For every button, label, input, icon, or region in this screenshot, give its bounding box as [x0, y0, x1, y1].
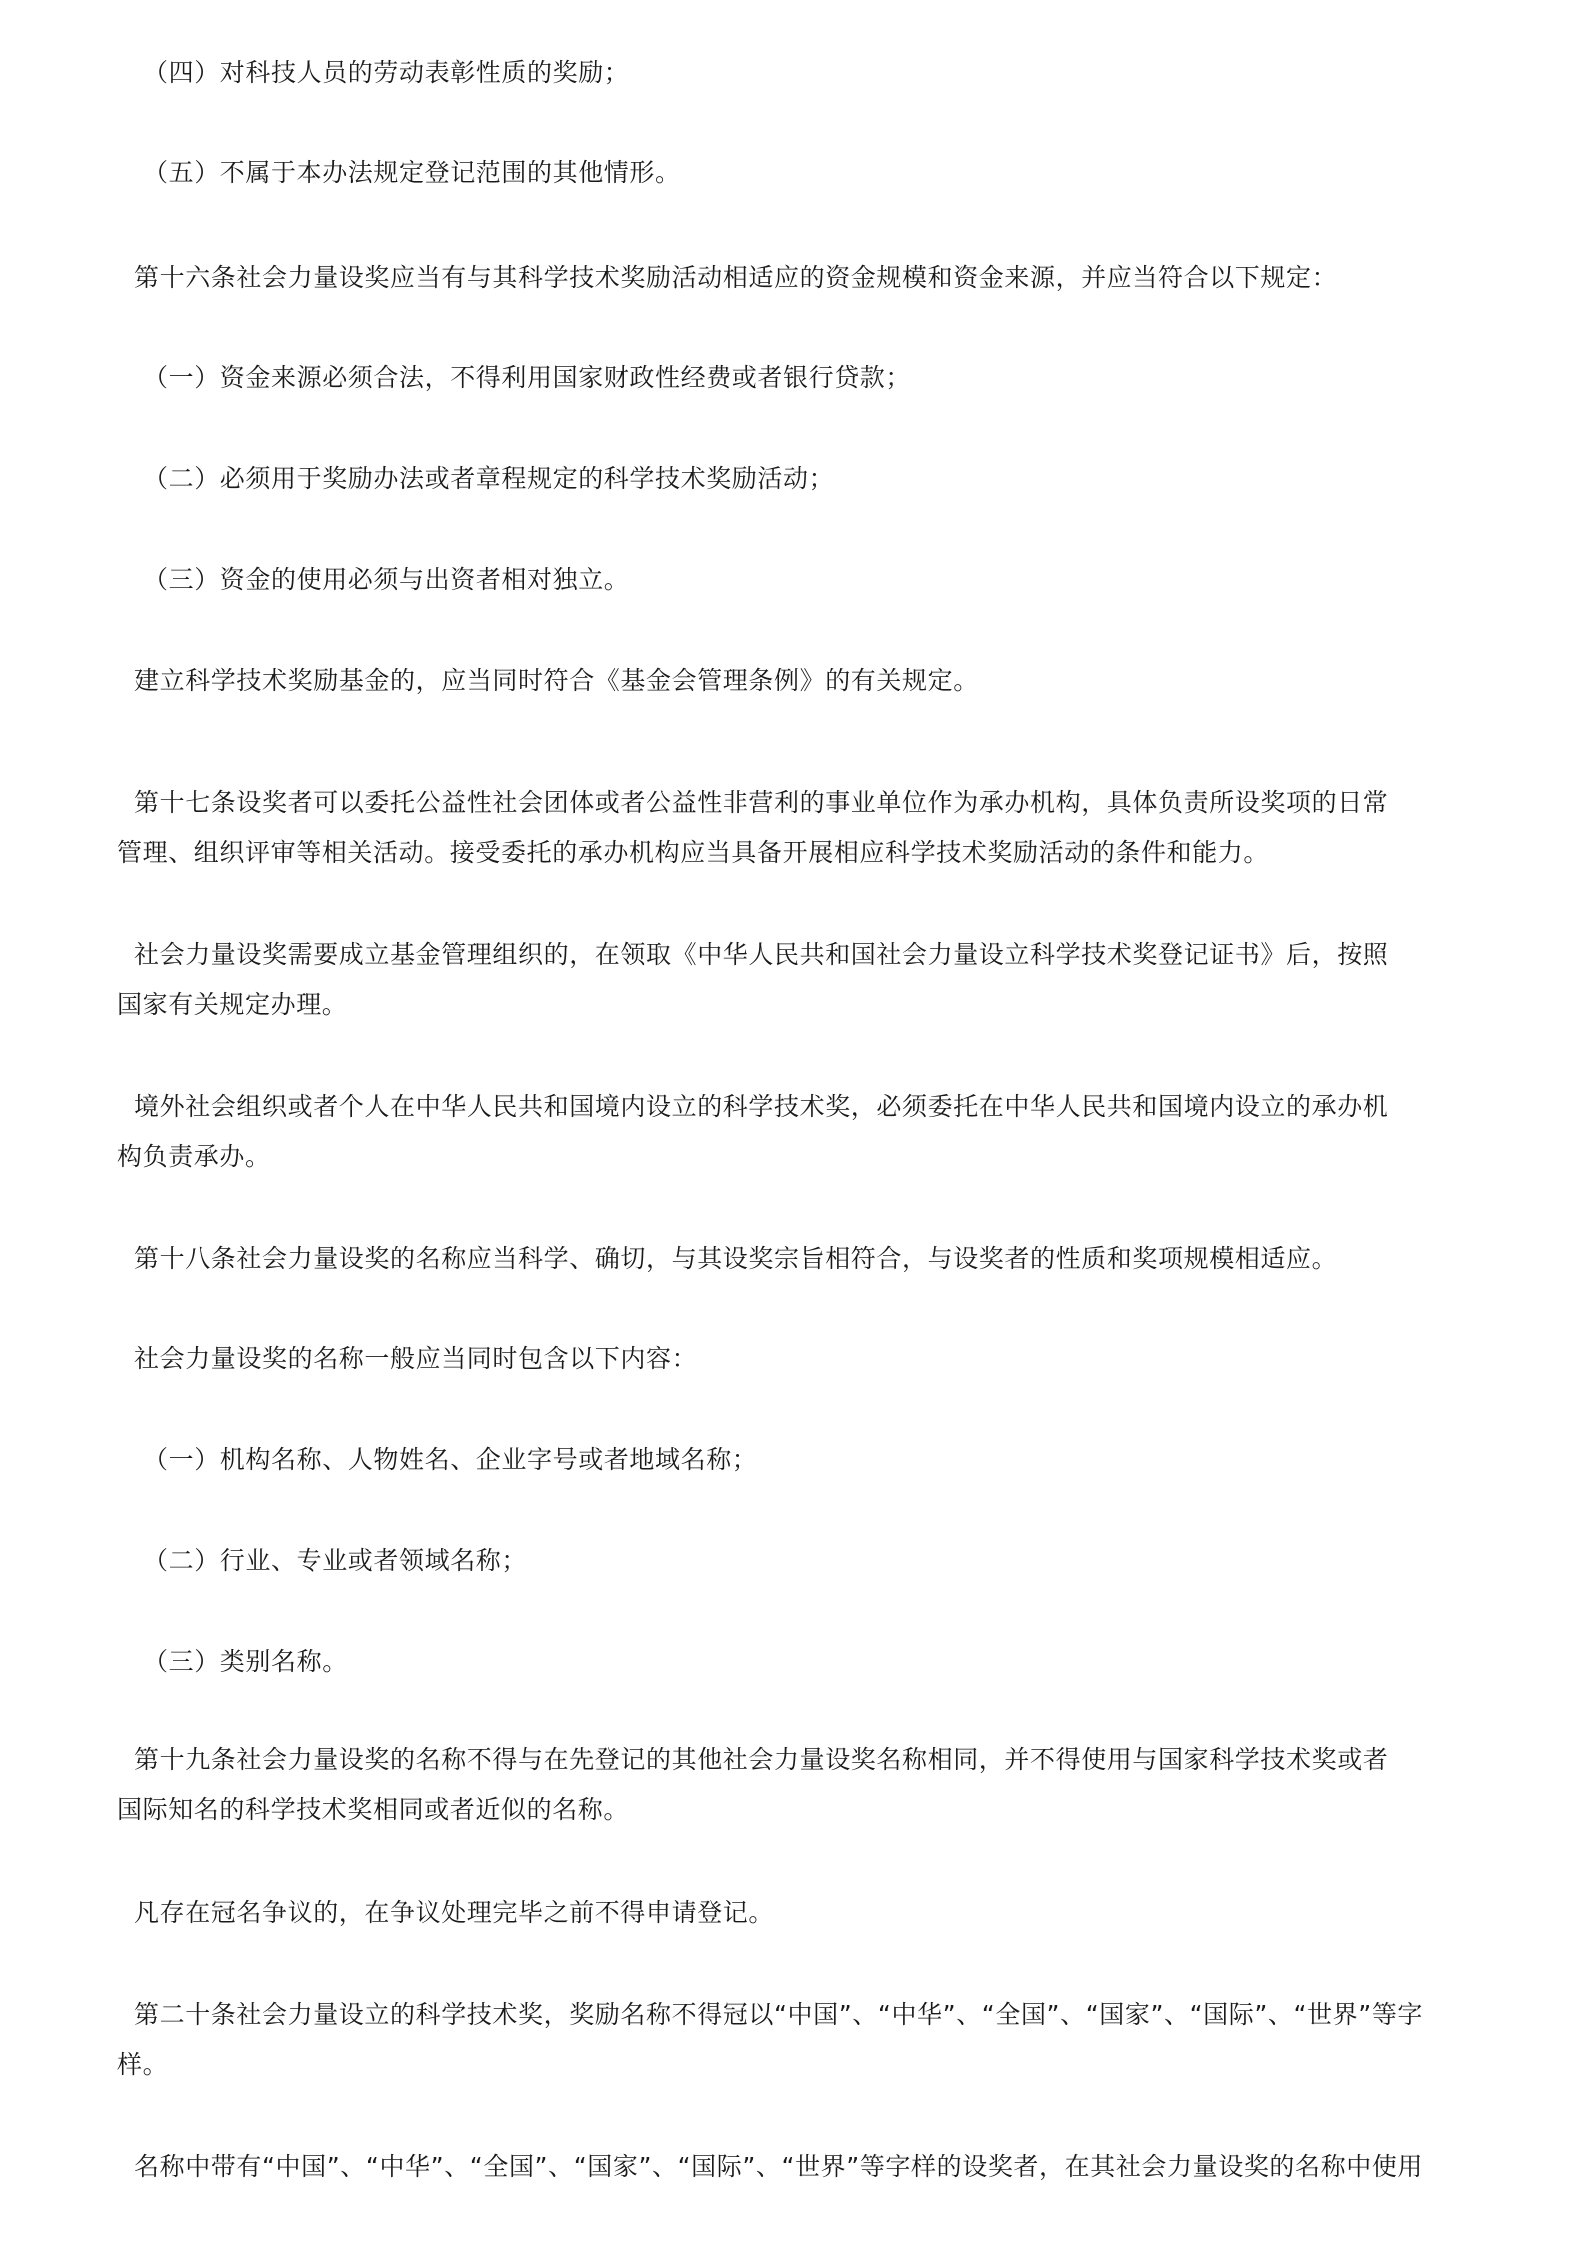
paragraph	[117, 1735, 1517, 1835]
paragraph-line: （一）机构名称、人物姓名、企业字号或者地域名称；	[143, 1445, 758, 1474]
paragraph-line: （四）对科技人员的劳动表彰性质的奖励；	[143, 58, 630, 87]
paragraph	[117, 454, 1517, 504]
paragraph	[117, 930, 1517, 1030]
paragraph	[117, 2142, 1517, 2192]
paragraph-line: 社会力量设奖的名称一般应当同时包含以下内容：	[134, 1344, 698, 1373]
paragraph	[117, 656, 1517, 706]
paragraph-line: 名称中带有“中国”、“中华”、“全国”、“国家”、“国际”、“世界”等字样的设奖者，在其社会力量设奖的名称中使用	[134, 2152, 1424, 2181]
paragraph-line: （三）类别名称。	[143, 1647, 348, 1676]
paragraph-line: 国家有关规定办理。	[117, 990, 348, 1019]
paragraph	[117, 148, 1517, 198]
paragraph	[117, 778, 1517, 878]
paragraph-line: （二）必须用于奖励办法或者章程规定的科学技术奖励活动；	[143, 464, 835, 493]
paragraph	[117, 1990, 1517, 2090]
paragraph	[117, 1637, 1517, 1687]
paragraph-line: 第十九条社会力量设奖的名称不得与在先登记的其他社会力量设奖名称相同，并不得使用与国家科学技术奖或者	[134, 1745, 1389, 1774]
paragraph	[117, 1082, 1517, 1182]
paragraph	[117, 48, 1517, 98]
paragraph-line: 建立科学技术奖励基金的，应当同时符合《基金会管理条例》的有关规定。	[134, 666, 979, 695]
paragraph-line: 国际知名的科学技术奖相同或者近似的名称。	[117, 1795, 630, 1824]
paragraph-line: 第十六条社会力量设奖应当有与其科学技术奖励活动相适应的资金规模和资金来源，并应当符合以下规定：	[134, 263, 1338, 292]
paragraph-line: 构负责承办。	[117, 1142, 271, 1171]
paragraph-line: （二）行业、专业或者领域名称；	[143, 1546, 528, 1575]
paragraph	[117, 1334, 1517, 1384]
paragraph-line: 境外社会组织或者个人在中华人民共和国境内设立的科学技术奖，必须委托在中华人民共和国境内设立的承办机	[134, 1092, 1389, 1121]
paragraph	[117, 1435, 1517, 1485]
paragraph-line: 社会力量设奖需要成立基金管理组织的，在领取《中华人民共和国社会力量设立科学技术奖登记证书》后，按照	[134, 940, 1389, 969]
paragraph-line: 第十七条设奖者可以委托公益性社会团体或者公益性非营利的事业单位作为承办机构，具体负责所设奖项的日常	[134, 788, 1389, 817]
paragraph	[117, 555, 1517, 605]
paragraph	[117, 1234, 1517, 1284]
paragraph	[117, 253, 1517, 303]
paragraph-line: 样。	[117, 2050, 169, 2079]
paragraph-line: （三）资金的使用必须与出资者相对独立。	[143, 565, 630, 594]
paragraph	[117, 1536, 1517, 1586]
paragraph-line: 第十八条社会力量设奖的名称应当科学、确切，与其设奖宗旨相符合，与设奖者的性质和奖项规模相适应。	[134, 1244, 1338, 1273]
paragraph-line: （一）资金来源必须合法，不得利用国家财政性经费或者银行贷款；	[143, 363, 912, 392]
paragraph-line: 凡存在冠名争议的，在争议处理完毕之前不得申请登记。	[134, 1898, 775, 1927]
paragraph-line: 管理、组织评审等相关活动。接受委托的承办机构应当具备开展相应科学技术奖励活动的条件和能力。	[117, 838, 1270, 867]
paragraph	[117, 1888, 1517, 1938]
paragraph-line: （五）不属于本办法规定登记范围的其他情形。	[143, 158, 681, 187]
paragraph-line: 第二十条社会力量设立的科学技术奖，奖励名称不得冠以“中国”、“中华”、“全国”、“国家”、“国际”、“世界”等字	[134, 2000, 1424, 2029]
paragraph	[117, 353, 1517, 403]
